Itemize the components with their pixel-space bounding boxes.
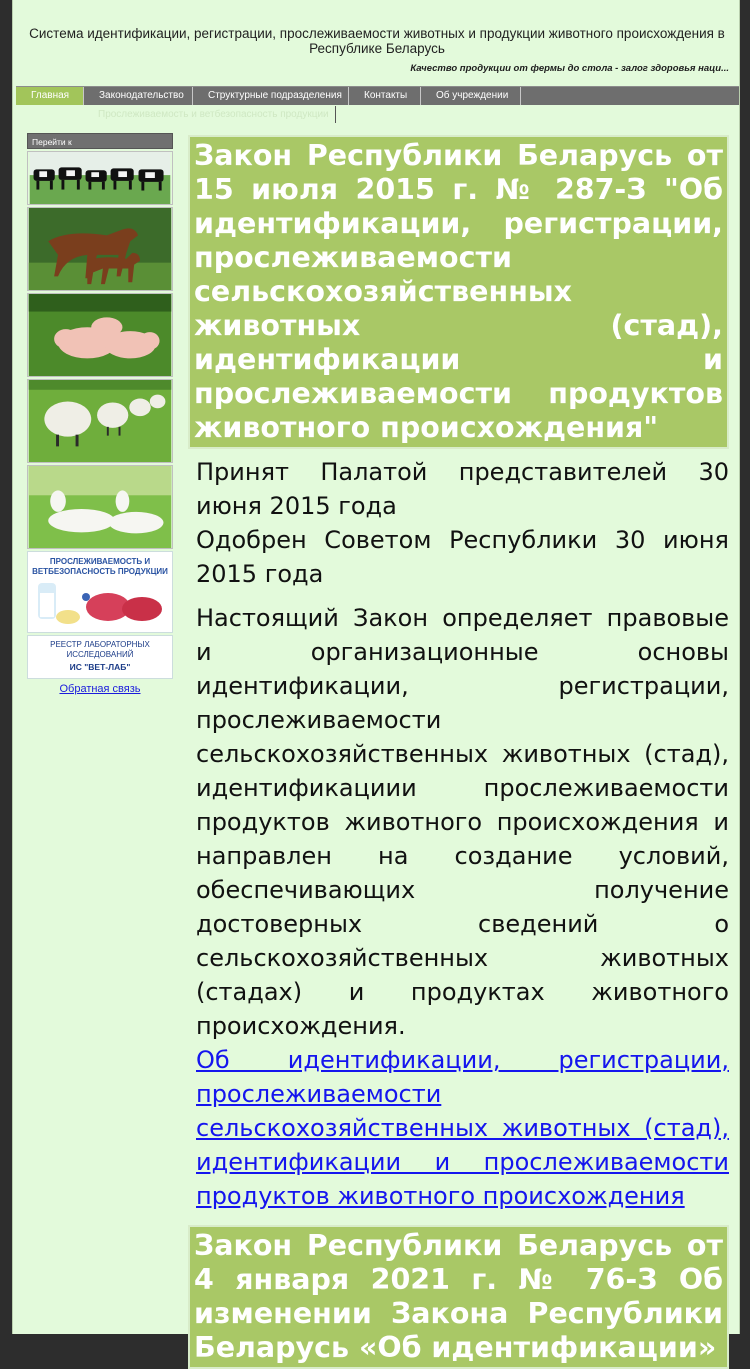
nav-item-home[interactable]: Главная <box>16 87 84 105</box>
adopted-text: Принят Палатой представителей 30 июня 2015 года <box>196 458 729 520</box>
banner-title: ПРОСЛЕЖИВАЕМОСТЬ И ВЕТБЕЗОПАСНОСТЬ ПРОДУКЦИИ <box>32 557 168 576</box>
cows-image[interactable] <box>27 151 173 205</box>
goto-dropdown[interactable]: Перейти к <box>27 133 173 149</box>
traceability-banner[interactable] <box>27 551 173 633</box>
approved-text: Одобрен Советом Республики 30 июня 2015 года <box>196 526 729 588</box>
products-image <box>28 577 172 627</box>
vetlab-line1: РЕЕСТР ЛАБОРАТОРНЫХ ИССЛЕДОВАНИЙ <box>50 640 150 659</box>
nav-item-contacts[interactable]: Контакты <box>349 87 421 105</box>
law-1-title: Закон Республики Беларусь от 15 июля 2015 г. № 287-З "Об идентификации, регистрации, прослеживаемости сельскохозяйственных животных (стад), идентификации и прослеживаемости продуктов животного происхождения" <box>188 135 729 449</box>
main-nav <box>16 86 739 105</box>
vetlab-banner[interactable] <box>27 635 173 679</box>
law-1-link[interactable]: Об идентификации, регистрации, прослеживаемости сельскохозяйственных животных (стад), идентификации и прослеживаемости продуктов животного происхождения <box>196 1046 729 1210</box>
nav-item-about[interactable]: Об учреждении <box>421 87 521 105</box>
law-description: Настоящий Закон определяет правовые и организационные основы идентификации, регистрации, прослеживаемости сельскохозяйственных животных (стад), идентификациии прослеживаемости продуктов животного происхождения и направлен на создание условий, обеспечивающих получение достоверных сведений о сельскохозяйственных животных (стадах) и продуктах животного происхождения. <box>196 604 729 1040</box>
page-container <box>12 0 740 1364</box>
horses-image[interactable] <box>27 207 173 291</box>
goats-image[interactable] <box>27 465 173 549</box>
vetlab-line2: ИС "ВЕТ-ЛАБ" <box>69 662 131 672</box>
nav-item-departments[interactable]: Структурные подразделения <box>193 87 349 105</box>
site-title: Система идентификации, регистрации, прослеживаемости животных и продукции животного происхождения в Республике Беларусь <box>29 26 725 56</box>
nav-item-traceability[interactable]: Прослеживаемость и ветбезопасность продукции <box>93 106 336 123</box>
pigs-image[interactable] <box>27 293 173 377</box>
nav-item-legislation[interactable]: Законодательство <box>84 87 193 105</box>
sidebar <box>27 133 173 695</box>
sub-nav <box>16 106 739 123</box>
sheep-image[interactable] <box>27 379 173 463</box>
feedback-link[interactable]: Обратная связь <box>59 683 141 695</box>
law-2-title: Закон Республики Беларусь от 4 января 2021 г. № 76-З Об изменении Закона Республики Беларусь «Об идентификации» <box>188 1225 729 1369</box>
main-content <box>188 135 729 1369</box>
site-slogan: Качество продукции от фермы до стола - залог здоровья наци... <box>410 63 729 74</box>
